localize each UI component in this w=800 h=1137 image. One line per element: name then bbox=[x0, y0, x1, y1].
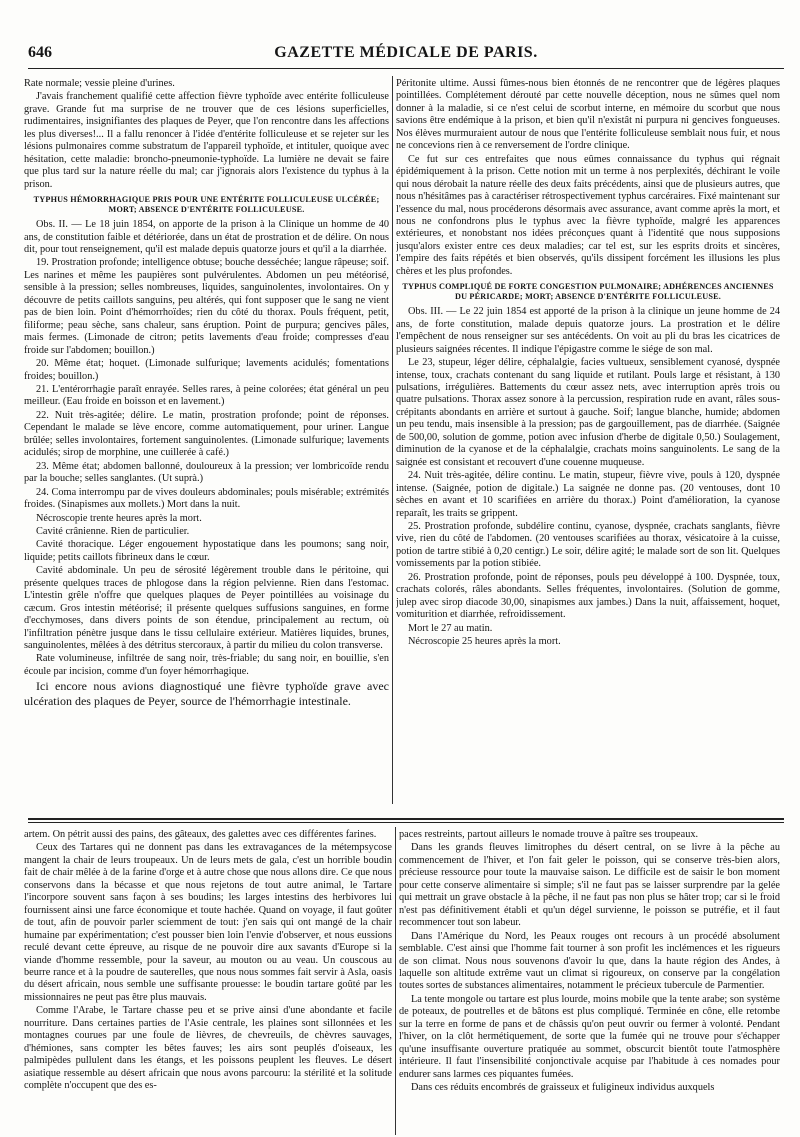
paragraph: Rate volumineuse, infiltrée de sang noir, très-friable; du sang noir, en bouillie, s'en écoule par incision, comme d'un foyer hémorrhagique. bbox=[24, 653, 389, 677]
paragraph: 26. Prostration profonde, point de réponses, pouls peu développé à 100. Dyspnée, toux, crachats colorés, râles abondants. Selles fréquentes, involontaires. (Solution de gomme, julep avec sirop diacode 30,00, sinapismes aux jambes.) Dans la nuit, affaissement, hoquet, vomiturition et diarrhée, refroidissement. bbox=[396, 571, 780, 621]
paragraph: Nécroscopie 25 heures après la mort. bbox=[408, 636, 561, 648]
paragraph: 20. Même état; hoquet. (Limonade sulfurique; lavements acidulés; fomentations froides; bouillon.) bbox=[24, 358, 389, 382]
paragraph: 23. Même état; abdomen ballonné, douloureux à la pression; ver lombricoïde rendu par la bouche; selles sanglantes. (Ut suprà.) bbox=[24, 460, 389, 485]
paragraph: Cavité abdominale. Un peu de sérosité légèrement trouble dans le péritoine, qui présente quelques traces de phlogose dans la région pelvienne. Rien dans l'estomac. L'intestin grêle n'offre que quelques plaques de Peyer pointillées au voisinage du cæcum. Gros intestin météorisé; il présente quelques suffusions sanguines, en forme d'ecchymoses, dans divers points de son étendue, principalement au rectum, où l'infiltration pénètre jusque dans le tissu cellulaire extérieur. Matières liquides, brunes, sanguinolentes, mêlées à des détritus stercoraux, à partir du milieu du colon transverse. bbox=[24, 565, 389, 652]
paragraph: Cavité thoracique. Léger engouement hypostatique dans les poumons; sang noir, liquide; petits caillots fibrineux dans le cœur. bbox=[24, 539, 389, 563]
feuilleton-rule bbox=[28, 818, 784, 820]
article-column-left bbox=[24, 78, 389, 790]
journal-title: GAZETTE MÉDICALE DE PARIS. bbox=[274, 44, 538, 61]
paragraph: La tente mongole ou tartare est plus lourde, moins mobile que la tente arabe; son système de poteaux, de poutrelles et de bâtons est plus compliqué. Terminée en cône, elle retombe sur la terre en forme de pans et de châssis qu'on peut ouvrir ou fermer à volonté. Pendant l'hiver, on la clôt hermétiquement, de sorte que la fumée qui ne trouve pour s'échapper qu'une insuffisante ouverture pratiquée au sommet, obscurcit bientôt toute l'atmosphère intérieure. Il faut l'insensibilité conjonctivale acquise par l'habitude à ces nomades pour endurer sans larmes ces piquantes fumées. bbox=[399, 993, 780, 1080]
paragraph: Comme l'Arabe, le Tartare chasse peu et se prive ainsi d'une abondante et facile nourriture. Dans certaines parties de l'Asie centrale, les plaines sont sillonnées et les montagnes courues par une foule de lièvres, de chevreuils, de chèvres sauvages, d'hémiones, sans compter les bêtes fauves; les airs sont peuplés d'oiseaux, les palmipèdes pullulent dans les étangs, et les poissons peuplent les fleuves. Le désert asiatique ressemble au désert africain que nous avons parcouru: la stérilité et la solitude complète n'occupent que des es- bbox=[24, 1005, 392, 1092]
paragraph: Dans ces réduits encombrés de graisseux et fuligineux individus auxquels bbox=[411, 1082, 715, 1094]
feuilleton-column-right bbox=[399, 829, 780, 1135]
paragraph: 22. Nuit très-agitée; délire. Le matin, prostration profonde; point de réponses. Cependant le malade se lève encore, comme automatiquement, pour uriner. Langue brûlée; selles involontaires, fortement sanguinolentes. (Limonade sulfurique; lavements acidulés; sirop de morphine, une cuillerée à café.) bbox=[24, 409, 389, 459]
paragraph: J'avais franchement qualifié cette affection fièvre typhoïde avec entérite folliculeuse grave. Grande fut ma surprise de ne trouver que de ces lésions superficielles, rudimentaires, insignifiantes des plaques de Peyer, que l'on rencontre dans les affections les plus diverses!... Il a fallu renoncer à l'idée d'entérite folliculeuse et se rejeter sur les lésions pulmonaires comme substratum de l'appareil typhoïde, et intituler, quoique avec hésitation, cette maladie: broncho-pneumonie-typhoïde. La lumière ne devait se faire que plus tard sur la nature réelle du mal; car j'ignorais alors l'existence du typhus à la prison. bbox=[24, 91, 389, 190]
page-header bbox=[28, 44, 784, 68]
paragraph: Ce fut sur ces entrefaites que nous eûmes connaissance du typhus qui régnait épidémiquement à la prison. Cette notion mit un terme à nos perplexités, déchirant le voile qui nous dérobait la nature réelle des deux faits précédents, ainsi que de plusieurs autres, que nous n'hésitâmes pas à caractériser rétrospectivement typhus carcéraires. Fixé maintenant sur l'essence du mal, nous procéderons désormais avec assurance, avant comme après la mort, et nous ne confondrons plus le typhus avec la fièvre typhoïde, malgré les apparences extérieures, et nonobstant nos idées préconçues quant à l'identité que nous supposions jusqu'alors exister entre ces deux maladies; car tel est, sur les esprits droits et sincères, l'empire des faits répétés et bien observés, qu'ils dissipent forcément les illusions les plus chères et les plus profondes. bbox=[396, 153, 780, 277]
paragraph: Mort le 27 au matin. bbox=[408, 622, 493, 634]
paragraph: Cavité crânienne. Rien de particulier. bbox=[36, 525, 190, 537]
column-divider bbox=[392, 76, 393, 804]
section-heading: TYPHUS COMPLIQUÉ DE FORTE CONGESTION PULMONAIRE; ADHÉRENCES ANCIENNES DU PÉRICARDE; MORT; ABSENCE D'ENTÉRITE FOLLICULEUSE. bbox=[402, 282, 774, 302]
section-heading: TYPHUS HÉMORRHAGIQUE PRIS POUR UNE ENTÉRITE FOLLICULEUSE ULCÉRÉE; MORT; ABSENCE D'ENTÉRITE FOLLICULEUSE. bbox=[33, 195, 380, 215]
paragraph: Obs. II. — Le 18 juin 1854, on apporte de la prison à la Clinique un homme de 40 ans, de constitution faible et détériorée, dans un état de prostration et de délire. On nous dit, pour tout renseignement, qu'il est malade depuis quatorze jours et qu'il a la diarrhée. bbox=[24, 219, 389, 255]
article-column-right bbox=[396, 78, 780, 803]
feuilleton-rule-thin bbox=[28, 822, 784, 823]
paragraph: 24. Coma interrompu par de vives douleurs abdominales; pouls misérable; extrémités froides. (Sinapismes aux mollets.) Mort dans la nuit. bbox=[24, 486, 389, 511]
paragraph: Nécroscopie trente heures après la mort. bbox=[36, 512, 202, 524]
paragraph: 21. L'entérorrhagie paraît enrayée. Selles rares, à peine colorées; état général un peu meilleur. (Eau froide en boisson et en lavement.) bbox=[24, 383, 389, 408]
paragraph: artem. On pétrit aussi des pains, des gâteaux, des galettes avec ces différentes farines. bbox=[24, 829, 377, 840]
feuilleton-column-left bbox=[24, 829, 392, 1135]
paragraph: Rate normale; vessie pleine d'urines. bbox=[24, 78, 175, 89]
paragraph: Obs. III. — Le 22 juin 1854 est apporté de la prison à la clinique un jeune homme de 24 ans, de forte constitution, malade depuis quatorze jours. La prostration et le délire l'empêchent de nous renseigner sur ses antécédents. On voit au pli du bras les cicatrices de plusieurs saignées récentes. Il indique l'épigastre comme le siége de son mal. bbox=[396, 306, 780, 355]
paragraph: Le 23, stupeur, léger délire, céphalalgie, facies vultueux, sensiblement cyanosé, dyspnée intense, toux, crachats contenant du sang liquide et rutilant. Pouls large et résistant, à 130 pulsations, irrégulières. Battements du cœur assez nets, avec interruption après trois ou quatre pulsations. Thorax assez sonore à la percussion, respiration rude en avant, râles sous-crépitants abondants en arrière et surtout à gauche. Soif; langue blanche, humide; abdomen un peu tendu, mais insensible à la pression; pas de gargouillement, pas de diarrhée. (Saignée de 500,00, solution de gomme, potion avec infusion d'herbe de digitale 0,50.) Soulagement, diminution de la cyanose et de la céphalalgie, crachats moins sanguinolents. Le sang de la saignée est consistant et recouvert d'une couenne muqueuse. bbox=[396, 357, 780, 468]
paragraph: 24. Nuit très-agitée, délire continu. Le matin, stupeur, fièvre vive, pouls à 120, dyspnée intense. (Saignée, potion de digitale.) La saignée ne donne pas. (20 ventouses, dont 10 sèches en avant et 10 scarifiées en arrière du thorax.) Point d'amélioration, la cyanose reparaît, les traits se grippent. bbox=[396, 470, 780, 519]
paragraph: Ceux des Tartares qui ne donnent pas dans les extravagances de la métempsycose mangent la chair de leurs troupeaux. Un de leurs mets de gala, c'est un horrible boudin fait de chair mêlée à de la farine d'orge et à autre chose que nous allons dire. Ce que nous conservons dans la bécasse et que nous rejetons de tout autre animal, le Tartare l'incorpore souvent sans façon à ses boudins; les larges intestins des herbivores lui fournissent ainsi une farce économique et toute hachée. Quand on voyage, il faut goûter de tout, afin de pouvoir parler sciemment de tout: j'en sais qui ont mangé de la chair humaine par expérimentation; c'est pousser bien loin l'envie d'observer, et nous eussions reculé devant cette épreuve, au risque de ne pouvoir dire aux savants d'Europe si la viande d'homme ressemble, pour la saveur, au mouton ou au veau. Un couscous au beurre rance et à la poudre de sauterelles, que nous nous sommes fait servir à Asla, oasis du désert africain, nous semble une suffisante prouesse: le boudin tartare goûté par les missionnaires ne peut pas être plus mauvais. bbox=[24, 842, 392, 1003]
paragraph: Dans les grands fleuves limitrophes du désert central, on se livre à la pêche au commencement de l'hiver, et l'on fait geler le poisson, qui se conserve très-bien alors, précieuse ressource pour toute la mauvaise saison. Le difficile est de saisir le bon moment pour cette conserve alimentaire si simple; s'il ne faut pas se laisser surprendre par la gelée qui mettrait un grave obstacle à la pêche, il ne faut pas non plus se hâter trop; car si le froid n'est pas définitivement établi et qu'un dégel survienne, le poisson se putréfie, et il faut recommencer tout son labeur. bbox=[399, 842, 780, 929]
paragraph: 19. Prostration profonde; intelligence obtuse; bouche desséchée; langue râpeuse; soif. Les narines et même les paupières sont pulvérulentes. Abdomen un peu météorisé, sensible à la pression; selles nombreuses, liquides, sanguinolentes, involontaires. On y découvre de petits caillots sanguins, peu altérés, qui font supposer que le sang ne vient pas de bien loin. Point d'hémorrhoïdes; rien du côté du thorax. Pouls fréquent, petit, filiforme; peau sèche, sans chaleur, sans éruption. Point de purpura; gencives pâles, mais fermes. (Limonade de citron; petits lavements d'eau froide; compresses d'eau froide sur l'abdomen; bouillon.) bbox=[24, 257, 389, 356]
page-number: 646 bbox=[28, 44, 52, 61]
paragraph: Ici encore nous avions diagnostiqué une fièvre typhoïde grave avec ulcération des plaques de Peyer, source de l'hémorrhagie intestinale. bbox=[24, 679, 389, 708]
header-rule bbox=[28, 68, 784, 69]
paragraph: paces restreints, partout ailleurs le nomade trouve à paître ses troupeaux. bbox=[399, 829, 699, 840]
paragraph: Péritonite ultime. Aussi fûmes-nous bien étonnés de ne rencontrer que de légères plaques pointillées. Complétement dérouté par cette nouvelle déception, nous ne sûmes quel nom donner à la maladie, si ce n'est celui de scorbut interne, en mémoire du scorbut que nous savions être endémique à la prison, et bien qu'il n'existât ni purpura ni gencives fongueuses. Nos élèves murmuraient autour de nous que l'entérite folliculeuse semblait nous fuir, et nous ne concevions rien à ce renversement de l'ordre clinique. bbox=[396, 78, 780, 152]
paragraph: Dans l'Amérique du Nord, les Peaux rouges ont recours à un procédé absolument semblable. C'est ainsi que l'homme fait tourner à son profit les inclémences et les rigueurs de son climat. Nous nous souvenons d'avoir lu que, dans la haute région des Andes, à laquelle son altitude extrême vaut un climat si rigoureux, on conserve par la congélation toutes sortes de substances alimentaires, notamment le précieux tubercule de Parmentier. bbox=[399, 930, 780, 992]
paragraph: 25. Prostration profonde, subdélire continu, cyanose, dyspnée, crachats sanglants, fièvre vive, rien du côté de l'abdomen. (20 ventouses scarifiées au thorax, vésicatoire à la cuisse, potion de tartre stibié à 0,20 centigr.) Le soir, délire agité; le malade sort de son lit. Quelques vomissements par la potion stibiée. bbox=[396, 520, 780, 570]
column-divider-bottom bbox=[395, 827, 396, 1135]
